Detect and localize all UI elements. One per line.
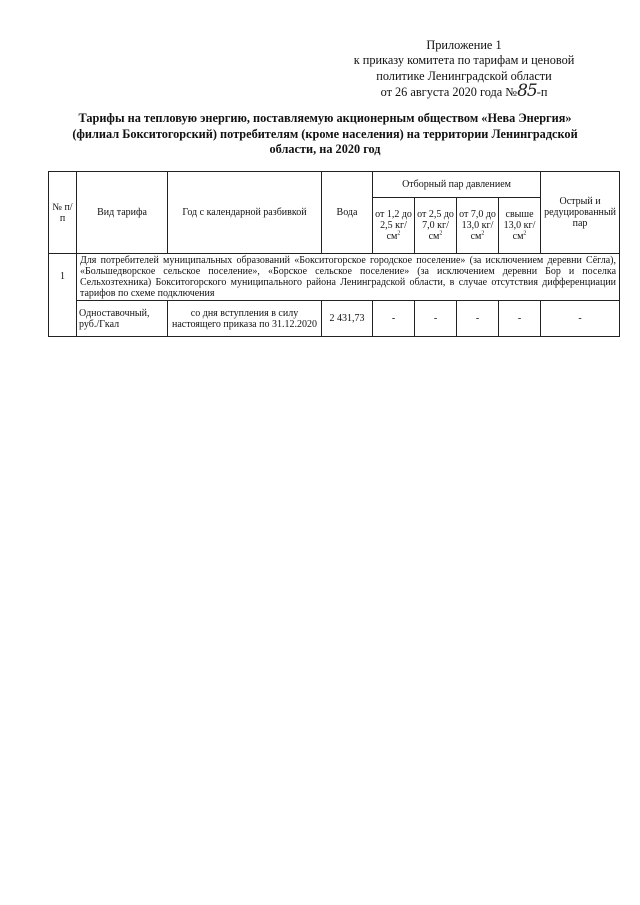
cell-steam-1: - — [373, 301, 415, 337]
header-steam-1: от 1,2 до 2,5 $кг/см^2$ — [373, 198, 415, 254]
header-steam-2: от 2,5 до 7,0 $кг/см^2$ — [415, 198, 457, 254]
header-sharp-steam: Острый и редуцированный пар — [541, 172, 620, 254]
cell-tariff-type: Одноставочный, руб./Гкал — [77, 301, 168, 337]
header-steam-3: от 7,0 до 13,0 $кг/см^2$ — [457, 198, 499, 254]
appendix-block — [330, 38, 598, 101]
title-line-3: области, на 2020 год — [269, 142, 381, 157]
cell-steam-2: - — [415, 301, 457, 337]
title-line-1: Тарифы на тепловую энергию, поставляемую акционерным обществом «Нева Энергия» — [78, 111, 572, 125]
header-steam-4: свыше 13,0 $кг/см^2$ — [499, 198, 541, 254]
document-title — [60, 111, 590, 158]
order-number: 85 — [517, 81, 537, 102]
cell-water-value: 2 431,73 — [322, 301, 373, 337]
appendix-committee: политике Ленинградской области — [376, 68, 552, 83]
cell-steam-3: - — [457, 301, 499, 337]
tariff-table — [48, 171, 620, 337]
appendix-date-line — [330, 81, 598, 102]
appendix-order-ref: к приказу комитета по тарифам и ценовой — [353, 53, 575, 68]
header-year: Год с календарной разбивкой — [168, 172, 322, 254]
section-description: Для потребителей муниципальных образований «Бокситогорское городское поселение» (за исключением деревни Сёгла), «Большедворское сельское поселение», «Борское сельское поселение» (за исключением деревни Бор и поселка Сельхозтехника) Бокситогорского муниципального района Ленинградской области, в случае отсутствия дифференциации тарифов по схеме подключения — [77, 254, 620, 301]
section-number: 1 — [49, 254, 77, 337]
header-num: № п/п — [49, 172, 77, 254]
cell-sharp-steam: - — [541, 301, 620, 337]
appendix-title: Приложение 1 — [426, 38, 502, 52]
title-line-2: (филиал Бокситогорский) потребителям (кроме населения) на территории Ленинградской — [72, 126, 578, 141]
header-steam-group: Отборный пар давлением — [373, 172, 541, 198]
header-water: Вода — [322, 172, 373, 254]
cell-period: со дня вступления в силу настоящего приказа по 31.12.2020 — [168, 301, 322, 337]
cell-steam-4: - — [499, 301, 541, 337]
appendix-date: от 26 августа 2020 года № — [380, 85, 518, 100]
order-suffix: -п — [536, 85, 548, 100]
header-tariff-type: Вид тарифа — [77, 172, 168, 254]
